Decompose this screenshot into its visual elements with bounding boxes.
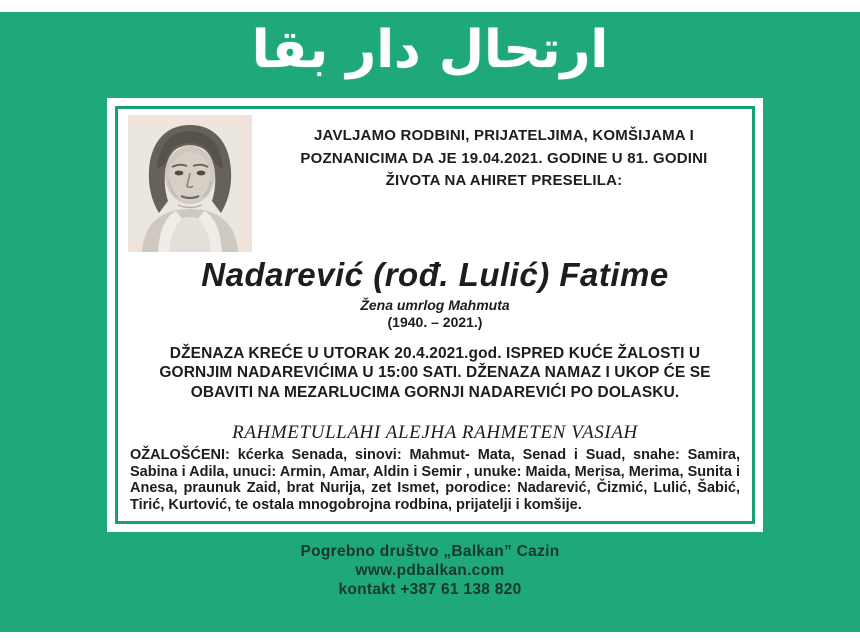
funeral-line-3: OBAVITI NA MEZARLUCIMA GORNJI NADAREVIĆI PO DOLASKU.	[190, 383, 680, 401]
portrait-photo-illustration	[128, 115, 252, 252]
funeral-home-contact: kontakt +387 61 138 820	[338, 580, 522, 598]
announcement-text	[266, 115, 742, 193]
arabic-calligraphy: ارتحال دار بقا	[251, 20, 609, 80]
announcement-line-2: POZNANICIMA DA JE 19.04.2021. GODINE U 81. GODINI	[300, 149, 708, 167]
notice-panel-border	[115, 106, 755, 524]
header-row	[128, 115, 742, 252]
notice-panel	[107, 98, 763, 532]
funeral-home-name: Pogrebno društvo „Balkan” Cazin	[300, 543, 560, 560]
death-notice-card	[0, 12, 860, 632]
birth-death-years: (1940. – 2021.)	[387, 313, 483, 330]
funeral-home-website: www.pdbalkan.com	[355, 561, 505, 579]
funeral-details	[128, 344, 742, 402]
funeral-home-footer	[0, 543, 860, 600]
announcement-line-1: JAVLJAMO RODBINI, PRIJATELJIMA, KOMŠIJAMA I	[313, 127, 695, 144]
funeral-line-1: DŽENAZA KREĆE U UTORAK 20.4.2021.god. ISPRED KUĆE ŽALOSTI U	[169, 344, 701, 362]
funeral-line-2: GORNJIM NADAREVIĆIMA U 15:00 SATI. DŽENAZA NAMAZ I UKOP ĆE SE	[159, 364, 711, 382]
prayer-text: RAHMETULLAHI ALEJHA RAHMETEN VASIAH	[232, 422, 638, 444]
announcement-line-3: ŽIVOTA NA AHIRET PRESELILA:	[385, 172, 623, 189]
relation-to-deceased: Žena umrlog Mahmuta	[360, 296, 510, 313]
portrait-photo	[128, 115, 252, 252]
mourners-list: OŽALOŠĆENI: kćerka Senada, sinovi: Mahmut- Mata, Senad i Suad, snahe: Samira, Sabina i Adila, unuci: Armin, Amar, Aldin i Semir , unuke: Maida, Merisa, Merima, Sunita i Anesa, praunuk Zaid, brat Nurija, zet Ismet, porodice: Nadarević, Čizmić, Lulić, Šabić, Tirić, Kurtović, te ostala mnogobrojna rodbina, prijatelji i komšije.	[130, 447, 740, 513]
deceased-name: Nadarević (rođ. Lulić) Fatime	[201, 256, 669, 293]
